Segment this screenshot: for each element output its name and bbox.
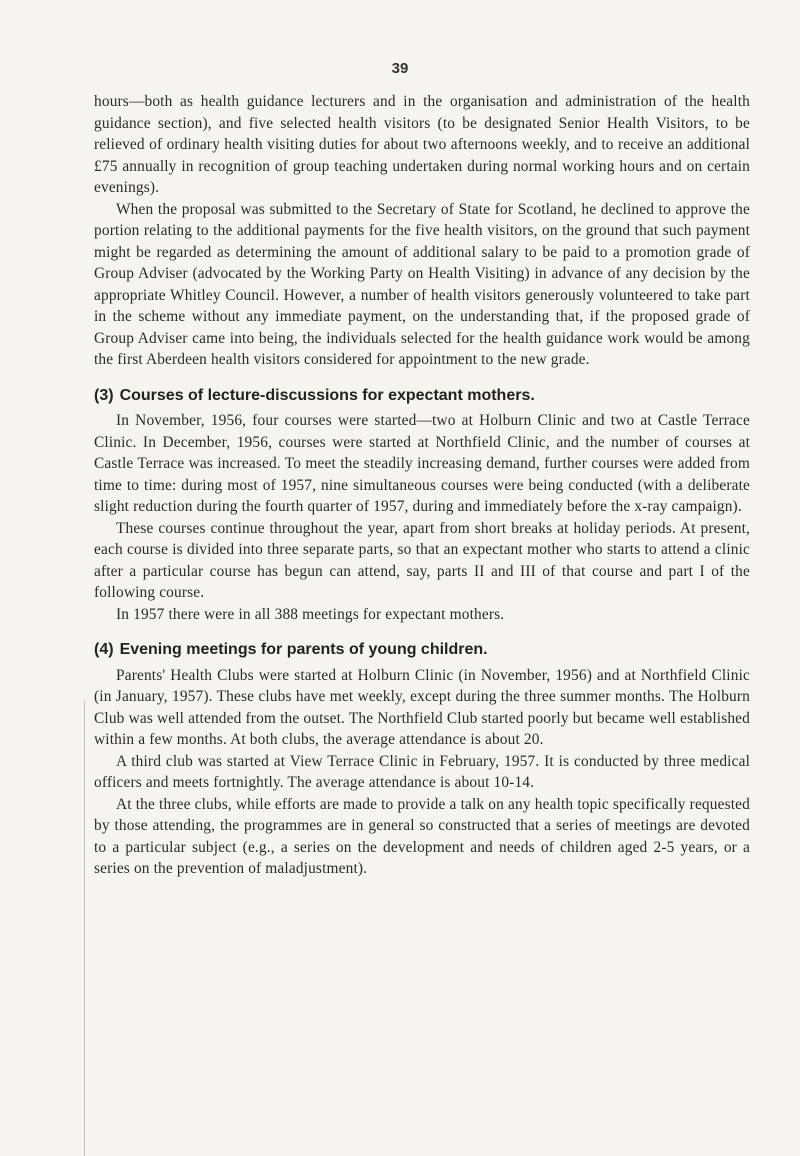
section-3-heading (94, 385, 750, 407)
intro-paragraph-2: When the proposal was submitted to the Secretary of State for Scotland, he declined to approve the portion relating to the additional payments for the five health visitors, on the ground that such payment might be regarded as determining the amount of additional salary to be paid to a promotion grade of Group Adviser (advocated by the Working Party on Health Visiting) in advance of any decision by the appropriate Whitley Council. However, a number of health visitors generously volunteered to take part in the scheme without any immediate payment, on the understanding that, if the proposed grade of Group Adviser came into being, the individuals selected for the health guidance work would be among the first Aberdeen health visitors considered for appointment to the new grade. (94, 200, 750, 368)
section-4-paragraph-1: Parents' Health Clubs were started at Holburn Clinic (in November, 1956) and at Northfield Clinic (in January, 1957). These clubs have met weekly, except during the three summer months. The Holburn Club was well attended from the outset. The Northfield Club started poorly but became well established within a few months. At both clubs, the average attendance is about 20. (94, 666, 750, 748)
section-4-paragraph-3: At the three clubs, while efforts are made to provide a talk on any health topic specifically requested by those attending, the programmes are in general so constructed that a series of meetings are devoted to a particular subject (e.g., a series on the development and needs of children aged 2-5 years, or a series on the prevention of maladjustment). (94, 795, 750, 877)
body-text (94, 91, 750, 880)
page-number: 39 (391, 60, 409, 77)
section-4-paragraph-2: A third club was started at View Terrace Clinic in February, 1957. It is conducted by three medical officers and meets fortnightly. The average attendance is about 10-14. (94, 752, 750, 791)
section-3-paragraph-1: In November, 1956, four courses were started—two at Holburn Clinic and two at Castle Terrace Clinic. In December, 1956, courses were started at Northfield Clinic, and the number of courses at Castle Terrace was increased. To meet the steadily increasing demand, further courses were added from time to time: during most of 1957, nine simultaneous courses were being conducted (with a deliberate slight reduction during the fourth quarter of 1957, during and immediately before the x-ray campaign). (94, 412, 750, 515)
section-3-paragraph-2: These courses continue throughout the year, apart from short breaks at holiday periods. At present, each course is divided into three separate parts, so that an expectant mother who starts to attend a clinic after a particular course has begun can attend, say, parts II and III of that course and part I of the following course. (94, 519, 750, 601)
section-3-number: (3) (94, 386, 114, 404)
section-3-title: Courses of lecture-discussions for expectant mothers. (119, 386, 535, 404)
intro-paragraph-1: hours—both as health guidance lecturers and in the organisation and administration of the health guidance section), and five selected health visitors (to be designated Senior Health Visitors, to be relieved of ordinary health visiting duties for about two afternoons weekly, and to receive an additional £75 annually in recognition of group teaching undertaken during normal working hours and on certain evenings). (94, 93, 750, 196)
section-4-title: Evening meetings for parents of young children. (119, 641, 488, 658)
section-3-paragraph-3: In 1957 there were in all 388 meetings for expectant mothers. (116, 605, 505, 623)
section-4-number: (4) (94, 641, 114, 658)
binding-edge-line (84, 700, 85, 1156)
section-4-heading (94, 639, 750, 661)
